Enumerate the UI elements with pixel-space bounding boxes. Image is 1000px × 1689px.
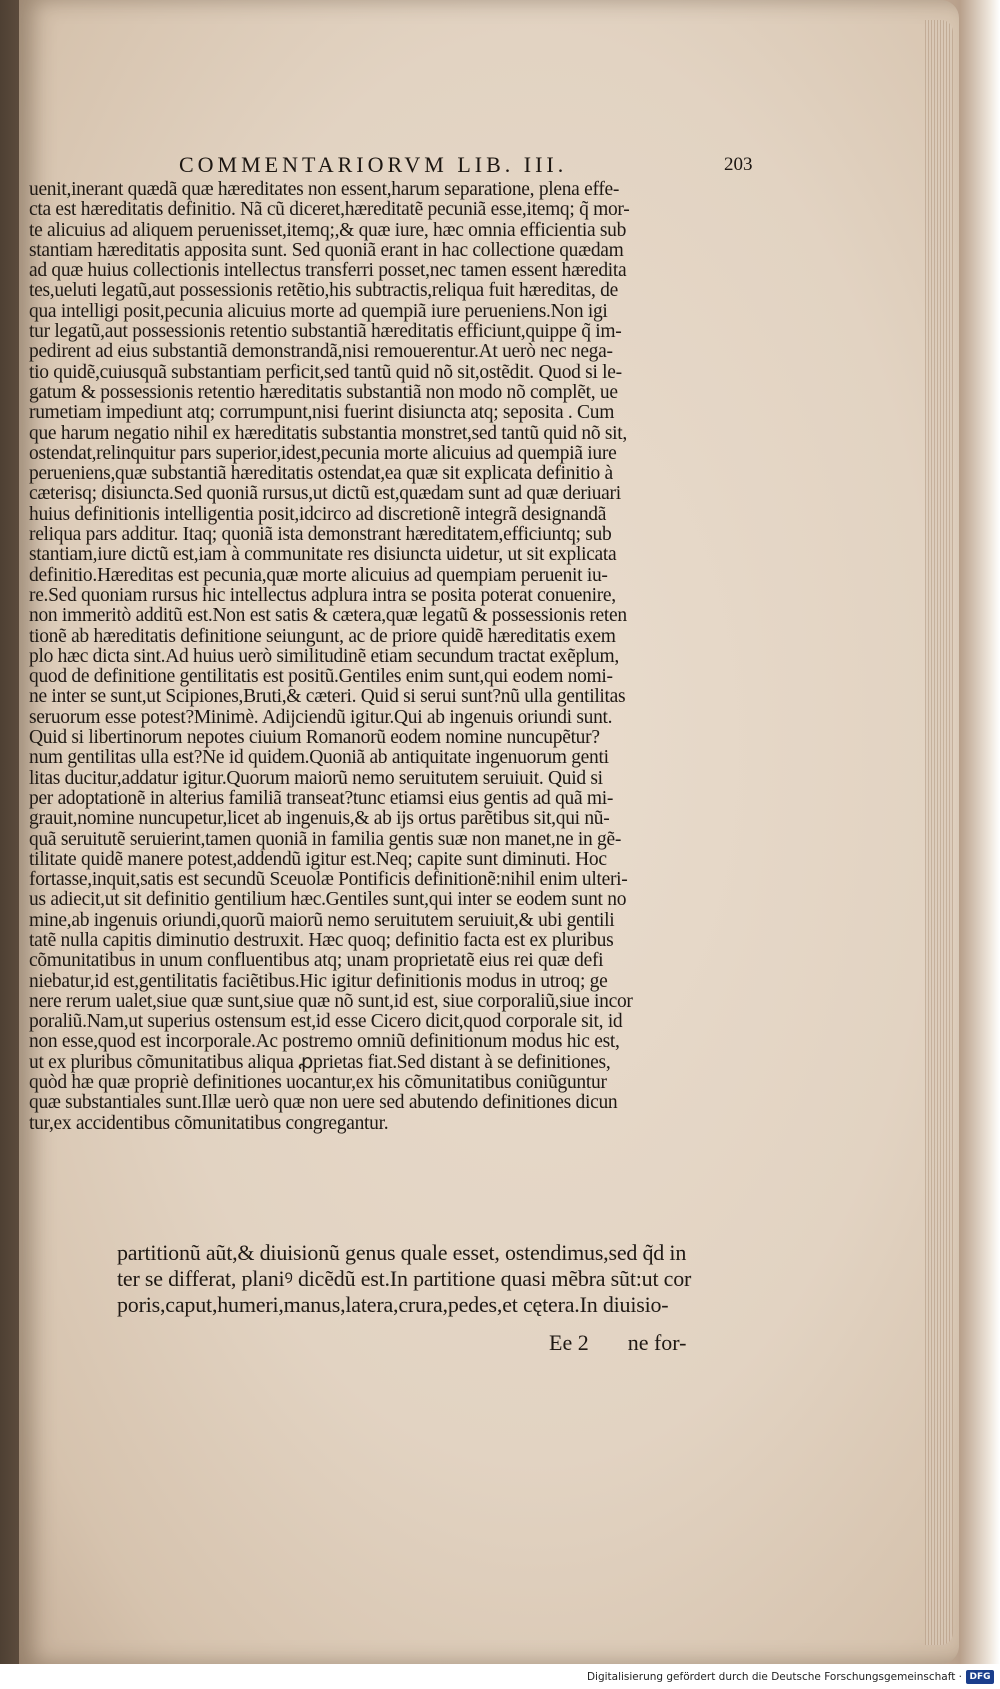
footer-bar	[0, 1667, 1000, 1689]
text-line: tio quidẽ,cuiusquã substantiam perficit,sed tantũ quid nõ sit,ostẽdit. Quod si le-	[29, 361, 622, 383]
text-line: uenit,inerant quædã quæ hæreditates non essent,harum separatione, plena effe-	[29, 179, 620, 200]
text-line: cõmunitatibus in unum confluentibus atq; unam proprietatẽ eius rei quæ defi	[29, 950, 604, 972]
text-line: qua intelligi posit,pecunia alicuius morte ad quempiã iure perueniens.Non igi	[29, 300, 608, 322]
text-line: reliqua pars additur. Itaq; quoniã ista demonstrant hæreditatem,efficiuntq; sub	[29, 524, 612, 546]
text-line: cæterisq; disiuncta.Sed quoniã rursus,ut dictũ est,quædam sunt ad quæ deriuari	[29, 483, 621, 505]
text-line: definitio.Hæreditas est pecunia,quæ morte alicuius ad quempiam peruenit iu-	[29, 564, 608, 586]
signature-mark: Ee 2	[549, 1330, 589, 1355]
text-line: stantiam,iure dictũ est,iam à communitate res disiuncta uidetur, ut sit explicata	[29, 544, 617, 566]
dfg-logo: DFG	[966, 1670, 994, 1684]
funding-credit: Digitalisierung gefördert durch die Deutsche Forschungsgemeinschaft ·	[586, 1671, 962, 1683]
text-line: seruorum esse potest?Minimè. Adijciendũ igitur.Qui ab ingenuis oriundi sunt.	[29, 706, 613, 728]
text-line: que harum negatio nihil ex hæreditatis substantia monstret,sed tantũ quid nõ sit,	[29, 422, 627, 444]
text-line: huius definitionis intelligentia posit,idcirco ad discretionẽ integrã designandã	[29, 503, 607, 525]
text-line: re.Sed quoniam rursus hic intellectus adplura intra se posita poterat conuenire,	[29, 584, 616, 606]
page-edges	[925, 20, 953, 1645]
text-line: us adiecit,ut sit definitio gentilium hæc.Gentiles sunt,qui inter se eodem sunt no	[29, 889, 627, 911]
text-line: stantiam hæreditatis apposita sunt. Sed quoniã erant in hac collectione quædam	[29, 239, 624, 261]
text-line: non esse,quod est incorporale.Ac postremo omniũ definitionum modus hic est,	[29, 1031, 620, 1053]
section-line: partitionũ aũt,& diuisionũ genus quale esset, ostendimus,sed q̃d in	[117, 1240, 687, 1265]
text-line: nere rerum ualet,siue quæ sunt,siue quæ nõ sunt,id est, siue corporaliũ,siue incor	[29, 990, 633, 1012]
text-line: quã seruitutẽ seruierint,tamen quoniã in familia gentis suæ non manet,ne in gẽ-	[29, 828, 622, 850]
text-line: gatum & possessionis retentio hæreditatis substantiã non modo nõ complẽt, ue	[29, 381, 618, 403]
text-line: tes,ueluti legatũ,aut possessionis retẽtio,his subtractis,reliqua fuit hæreditas, de	[29, 280, 618, 302]
catchword: ne for-	[627, 1330, 687, 1355]
signature-line	[549, 1330, 687, 1356]
running-head	[19, 152, 959, 178]
text-line: ad quæ huius collectionis intellectus transferri posset,nec tamen essent hæredita	[29, 260, 627, 282]
section-line: ter se differat, planiꝰ dicẽdũ est.In partitione quasi mẽbra sũt:ut cor	[117, 1266, 692, 1291]
text-line: poraliũ.Nam,ut superius ostensum est,id esse Cicero dicit,quod corporale sit, id	[29, 1011, 623, 1033]
text-line: litas ducitur,addatur igitur.Quorum maiorũ nemo seruitutem seruiuit. Quid si	[29, 767, 603, 789]
section-text	[117, 1240, 757, 1318]
page-number: 203	[724, 154, 753, 175]
text-line: Quid si libertinorum nepotes ciuium Romanorũ eodem nomine nuncupẽtur?	[29, 727, 600, 749]
body-text	[29, 180, 764, 1134]
text-line: cta est hæreditatis definitio. Nã cũ diceret,hæreditatẽ pecuniã esse,itemq; q̃ mor-	[29, 199, 630, 221]
text-line: plo hæc dicta sint.Ad huius uerò similitudinẽ etiam secundum tractat exẽplum,	[29, 645, 619, 667]
text-line: mine,ab ingenuis oriundi,quorũ maiorũ nemo seruitutem seruiuit,& ubi gentili	[29, 909, 615, 931]
text-line: te alicuius ad aliquem peruenisset,itemq;,& quæ iure, hæc omnia efficientia sub	[29, 219, 627, 241]
text-line: num gentilitas ulla est?Ne id quidem.Quoniã ab antiquitate ingenuorum genti	[29, 747, 609, 769]
text-line: tatẽ nulla capitis diminutio destruxit. Hæc quoq; definitio facta est ex pluribus	[29, 929, 614, 951]
text-line: tionẽ ab hæreditatis definitione seiungunt, ac de priore quidẽ hæreditatis exem	[29, 625, 616, 647]
text-line: quod de definitione gentilitatis est positũ.Gentiles enim sunt,qui eodem nomi-	[29, 666, 613, 688]
text-line: fortasse,inquit,satis est secundũ Sceuolæ Pontificis definitionẽ:nihil enim ulteri-	[29, 869, 628, 891]
text-line: ut ex pluribus cõmunitatibus aliqua ꝓprietas fiat.Sed distant à se definitiones,	[29, 1051, 611, 1073]
text-line: pedirent ad eius substantiã demonstrandã,nisi remouerentur.At uerò nec nega-	[29, 341, 613, 363]
text-line: tilitate quidẽ manere potest,addendũ igitur est.Neq; capite sunt diminuti. Hoc	[29, 848, 607, 870]
text-line: ne inter se sunt,ut Scipiones,Bruti,& cæteri. Quid si serui sunt?nũ ulla gentilitas	[29, 686, 626, 708]
section-line: poris,caput,humeri,manus,latera,crura,pedes,et cętera.In diuisio-	[117, 1292, 669, 1317]
running-head-title: COMMENTARIORVM LIB. III.	[179, 152, 568, 177]
text-line: grauit,nomine nuncupetur,licet ab ingenuis,& ab ijs ortus parẽtibus sit,qui nũ-	[29, 808, 610, 830]
text-line: rumetiam impediunt atq; corrumpunt,nisi fuerint disiuncta atq; seposita . Cum	[29, 402, 615, 424]
book-page	[18, 0, 959, 1664]
text-line: non immeritò additũ est.Non est satis & cætera,quæ legatũ & possessionis reten	[29, 605, 627, 627]
text-line: quòd hæ quæ propriè definitiones uocantur,ex his cõmunitatibus coniũguntur	[29, 1072, 607, 1094]
text-line: perueniens,quæ substantiã hæreditatis ostendat,ea quæ sit explicata definitio à	[29, 463, 613, 485]
text-line: quæ substantiales sunt.Illæ uerò quæ non uere sed abutendo definitiones dicun	[29, 1092, 618, 1114]
text-line: niebatur,id est,gentilitatis faciẽtibus.Hic igitur definitionis modus in utroq; ge	[29, 970, 608, 992]
text-line: ostendat,relinquitur pars superior,idest,pecunia morte alicuius ad quempiã iure	[29, 442, 617, 464]
text-line: tur legatũ,aut possessionis retentio substantiã hæreditatis efficiunt,quippe q̃ im-	[29, 321, 622, 343]
text-line: tur,ex accidentibus cõmunitatibus congregantur.	[29, 1112, 389, 1134]
text-line: per adoptationẽ in alterius familiã transeat?tunc etiamsi eius gentis ad quã mi-	[29, 787, 614, 809]
